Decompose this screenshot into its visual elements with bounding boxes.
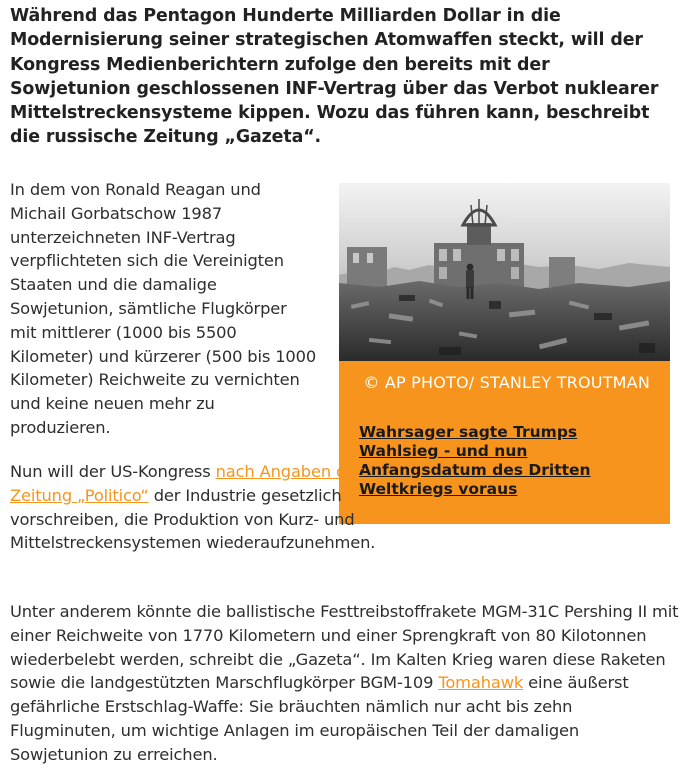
paragraph-2-text-after: der Industrie gesetzlich vorschreiben, die Produktion von Kurz- und Mittelstreckensystemen wiederaufzunehmen. <box>10 485 376 553</box>
related-article-link[interactable]: Wahrsager sagte Trumps Wahlsieg - und nun Anfangsdatum des Dritten Weltkriegs voraus <box>359 423 591 498</box>
tomahawk-link[interactable]: Tomahawk <box>438 673 524 693</box>
article-paragraph-1: In dem von Ronald Reagan und Michail Gorbatschow 1987 unterzeichneten INF-Vertrag verpflichteten sich die Vereinigten Staaten und die damalige Sowjetunion, sämtliche Flugkörper mit mittlerer (1000 bis 5500 Kilometer) und kürzerer (500 bis 1000 Kilometer) Reichweite zu vernichten und keine neuen mehr zu produzieren. <box>10 180 317 437</box>
photo-credit: © AP PHOTO/ STANLEY TROUTMAN <box>363 373 650 392</box>
politico-source-link[interactable]: nach Angaben der Zeitung „Politico“ <box>10 462 363 505</box>
article-lead: Während das Pentagon Hunderte Milliarden Dollar in die Modernisierung seiner strategischen Atomwaffen steckt, will der Kongress Medienberichtern zufolge den bereits mit der Sowjetunion geschlossenen INF-Vertrag über das Verbot nuklearer Mittelstreckensysteme kippen. Wozu das führen kann, beschreibt die russische Zeitung „Gazeta“. <box>10 6 659 148</box>
paragraph-3-text-before: Unter anderem könnte die ballistische Festtreibstoffrakete MGM-31C Pershing II mit einer Reichweite von 1770 Kilometern und einer Sprengkraft von 80 Kilotonnen wiederbelebt werden, schreibt die „Gazeta“. Im Kalten Krieg waren diese Raketen sowie die landgestützten Marschflugkörper BGM-109 <box>10 602 679 693</box>
article-paragraph-2 <box>10 460 408 555</box>
paragraph-2-text-before: Nun will der US-Kongress <box>10 462 216 481</box>
article-paragraph-3 <box>10 600 680 767</box>
hiroshima-ruins-photo[interactable] <box>339 183 670 361</box>
paragraph-3-text-after: eine äußerst gefährliche Erstschlag-Waffe: Sie bräuchten nämlich nur acht bis zehn Flugminuten, um wichtige Anlagen im europäischen Teil der damaligen Sowjetunion zu erreichen. <box>10 673 629 764</box>
